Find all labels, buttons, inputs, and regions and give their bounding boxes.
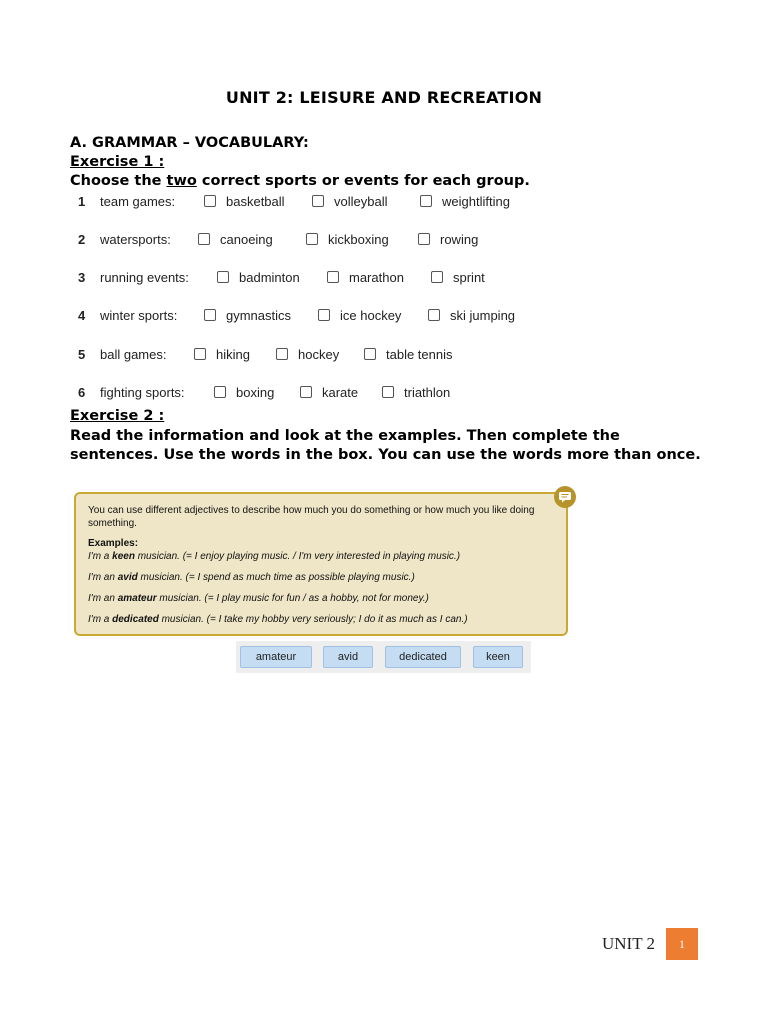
checkbox[interactable]: [431, 271, 443, 283]
row-number: 2: [78, 231, 86, 247]
option[interactable]: boxing: [214, 385, 278, 400]
checkbox[interactable]: [214, 386, 226, 398]
checkbox[interactable]: [312, 195, 324, 207]
info-box: [74, 492, 568, 636]
row-number: 6: [78, 384, 86, 400]
checkbox[interactable]: [428, 309, 440, 321]
exercise1-row: [78, 344, 475, 364]
word-chip[interactable]: dedicated: [385, 646, 461, 668]
option[interactable]: hockey: [276, 347, 342, 362]
example-line: I'm a keen musician. (= I enjoy playing music. / I'm very interested in playing music.): [88, 551, 461, 562]
row-label: running events:: [100, 269, 189, 285]
checkbox[interactable]: [300, 386, 312, 398]
checkbox[interactable]: [327, 271, 339, 283]
row-label: ball games:: [100, 346, 167, 362]
checkbox[interactable]: [198, 233, 210, 245]
word-chip[interactable]: keen: [473, 646, 523, 668]
option[interactable]: marathon: [327, 270, 409, 285]
option[interactable]: kickboxing: [306, 232, 396, 247]
exercise1-heading: Exercise 1 :: [70, 154, 165, 170]
word-chip[interactable]: avid: [323, 646, 373, 668]
option[interactable]: ski jumping: [428, 308, 515, 323]
option[interactable]: canoeing: [198, 232, 284, 247]
checkbox[interactable]: [194, 348, 206, 360]
option[interactable]: volleyball: [312, 194, 398, 209]
option[interactable]: table tennis: [364, 347, 453, 362]
row-number: 3: [78, 269, 86, 285]
checkbox[interactable]: [204, 309, 216, 321]
option[interactable]: gymnastics: [204, 308, 296, 323]
option[interactable]: ice hockey: [318, 308, 406, 323]
exercise2-instruction: Read the information and look at the examples. Then complete the sentences. Use the words in the box. You can use the words more than once.: [70, 428, 701, 463]
row-number: 5: [78, 346, 86, 362]
word-chip[interactable]: amateur: [240, 646, 312, 668]
option[interactable]: triathlon: [382, 385, 450, 400]
option[interactable]: weightlifting: [420, 194, 510, 209]
example-line: I'm an amateur musician. (= I play music for fun / as a hobby, not for money.): [88, 593, 429, 604]
checkbox[interactable]: [364, 348, 376, 360]
row-label: team games:: [100, 193, 176, 209]
section-heading: A. GRAMMAR – VOCABULARY:: [70, 135, 309, 151]
example-line: I'm an avid musician. (= I spend as much time as possible playing music.): [88, 572, 415, 583]
footer-unit-label: UNIT 2: [602, 934, 656, 953]
row-label: fighting sports:: [100, 384, 185, 400]
checkbox[interactable]: [217, 271, 229, 283]
checkbox[interactable]: [276, 348, 288, 360]
page-title: UNIT 2: LEISURE AND RECREATION: [225, 88, 543, 107]
option[interactable]: hiking: [194, 347, 254, 362]
row-number: 1: [78, 193, 86, 209]
example-line: I'm a dedicated musician. (= I take my hobby very seriously; I do it as much as I can.): [88, 614, 468, 625]
checkbox[interactable]: [204, 195, 216, 207]
exercise1-row: [78, 382, 472, 402]
checkbox[interactable]: [420, 195, 432, 207]
option[interactable]: basketball: [204, 194, 290, 209]
info-intro: You can use different adjectives to describe how much you do something or how much you like doing something.: [88, 505, 535, 529]
exercise2-heading: Exercise 2 :: [70, 408, 165, 424]
option[interactable]: sprint: [431, 270, 485, 285]
checkbox[interactable]: [418, 233, 430, 245]
option[interactable]: rowing: [418, 232, 478, 247]
option[interactable]: karate: [300, 385, 360, 400]
row-number: 4: [78, 307, 86, 323]
examples-label: Examples:: [88, 538, 139, 549]
word-box: [236, 641, 531, 673]
checkbox[interactable]: [382, 386, 394, 398]
checkbox[interactable]: [318, 309, 330, 321]
exercise1-row: [78, 191, 532, 211]
exercise1-row: [78, 229, 500, 249]
exercise1-row: [78, 305, 537, 325]
comment-icon[interactable]: [554, 486, 576, 508]
page-number-badge: 1: [666, 928, 698, 960]
option[interactable]: badminton: [217, 270, 305, 285]
exercise1-row: [78, 267, 507, 287]
row-label: winter sports:: [100, 307, 178, 323]
row-label: watersports:: [100, 231, 171, 247]
exercise1-instruction: Choose the two correct sports or events for each group.: [70, 173, 530, 189]
checkbox[interactable]: [306, 233, 318, 245]
